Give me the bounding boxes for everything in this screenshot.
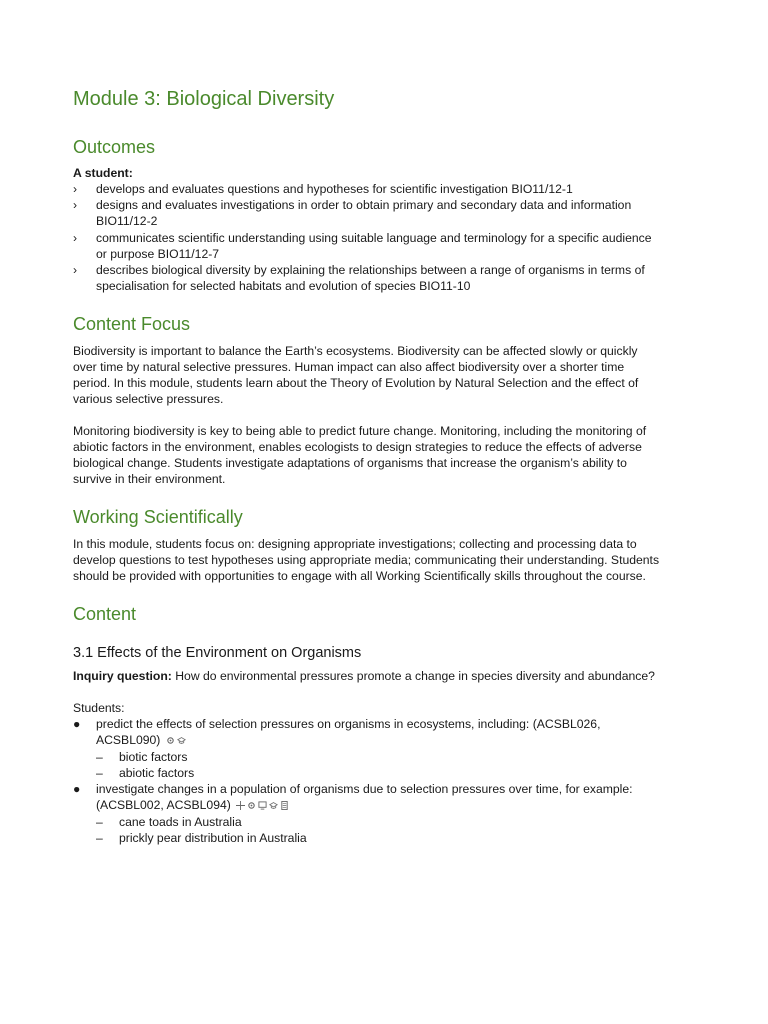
outcome-text: or purpose BIO11/12-7	[96, 247, 220, 261]
chevron-marker: ›	[73, 182, 78, 196]
dash-marker: –	[96, 831, 103, 845]
sub-bullet-text: prickly pear distribution in Australia	[119, 831, 307, 845]
paragraph-line: abiotic factors in the environment, enables ecologists to design strategies to reduce the effects of adverse	[73, 440, 642, 454]
computer-icon	[258, 801, 267, 810]
outcome-text: designs and evaluates investigations in order to obtain primary and secondary data and information	[96, 198, 632, 212]
paragraph-line: over time by natural selective pressures. Human impact can also affect biodiversity over a shorter time	[73, 360, 625, 374]
paragraph-line: Biodiversity is important to balance the Earth’s ecosystems. Biodiversity can be affected slowly or quickly	[73, 344, 638, 358]
bullet-text: predict the effects of selection pressures on organisms in ecosystems, including: (ACSBL026,	[96, 717, 601, 731]
outcome-text: communicates scientific understanding using suitable language and terminology for a specific audience	[96, 231, 652, 245]
outcome-text: develops and evaluates questions and hypotheses for scientific investigation BIO11/12-1	[96, 182, 573, 196]
paragraph-line: develop questions to test hypotheses using appropriate media; communicating their understanding. Students	[73, 553, 660, 567]
paragraph-line: various selective pressures.	[73, 392, 224, 406]
page-title: Module 3: Biological Diversity	[73, 88, 335, 110]
paragraph-line: should be provided with opportunities to engage with all Working Scientifically skills throughout the course.	[73, 569, 646, 583]
dash-marker: –	[96, 750, 103, 764]
sparkle-icon	[236, 801, 245, 810]
outcomes-lead: A student:	[73, 166, 133, 180]
inquiry-label: Inquiry question:	[73, 669, 172, 683]
content-focus-heading: Content Focus	[73, 314, 191, 334]
sub-bullet-text: cane toads in Australia	[119, 815, 242, 829]
students-label: Students:	[73, 701, 125, 715]
bullet-text-continued	[96, 732, 696, 748]
paragraph-line: biological change. Students investigate adaptations of organisms that increase the organism’s ability to	[73, 456, 627, 470]
chevron-marker: ›	[73, 231, 78, 245]
inquiry-text: How do environmental pressures promote a change in species diversity and abundance?	[171, 669, 655, 683]
chevron-marker: ›	[73, 198, 78, 212]
grad-cap-icon	[269, 801, 278, 810]
bullet-marker: ●	[73, 782, 81, 796]
dash-marker: –	[96, 766, 103, 780]
bullet-text: investigate changes in a population of organisms due to selection pressures over time, for example:	[96, 782, 633, 796]
paragraph-line: Monitoring biodiversity is key to being able to predict future change. Monitoring, including the monitoring of	[73, 424, 647, 438]
grad-cap-icon	[177, 736, 186, 745]
inquiry-question	[73, 668, 703, 684]
syllabus-codes: ACSBL090)	[96, 733, 161, 747]
bullet-text-continued	[96, 797, 696, 813]
working-scientifically-heading: Working Scientifically	[73, 507, 243, 527]
section-subheading: 3.1 Effects of the Environment on Organisms	[73, 645, 362, 661]
outcome-text: specialisation for selected habitats and evolution of species BIO11-10	[96, 279, 471, 293]
paragraph-line: survive in their environment.	[73, 472, 226, 486]
syllabus-codes: (ACSBL002, ACSBL094)	[96, 798, 231, 812]
bullet-marker: ●	[73, 717, 81, 731]
paragraph-line: period. In this module, students learn about the Theory of Evolution by Natural Selection and the effect of	[73, 376, 639, 390]
outcome-text: BIO11/12-2	[96, 214, 158, 228]
paragraph-line: In this module, students focus on: designing appropriate investigations; collecting and processing data to	[73, 537, 637, 551]
content-heading: Content	[73, 604, 137, 624]
icon-group	[166, 736, 186, 745]
icon-group	[236, 801, 289, 810]
sub-bullet-text: abiotic factors	[119, 766, 195, 780]
dash-marker: –	[96, 815, 103, 829]
sub-bullet-text: biotic factors	[119, 750, 188, 764]
calculator-icon	[280, 801, 289, 810]
cog-icon	[166, 736, 175, 745]
cog-icon	[247, 801, 256, 810]
chevron-marker: ›	[73, 263, 78, 277]
outcome-text: describes biological diversity by explaining the relationships between a range of organisms in terms of	[96, 263, 645, 277]
outcomes-heading: Outcomes	[73, 137, 156, 157]
